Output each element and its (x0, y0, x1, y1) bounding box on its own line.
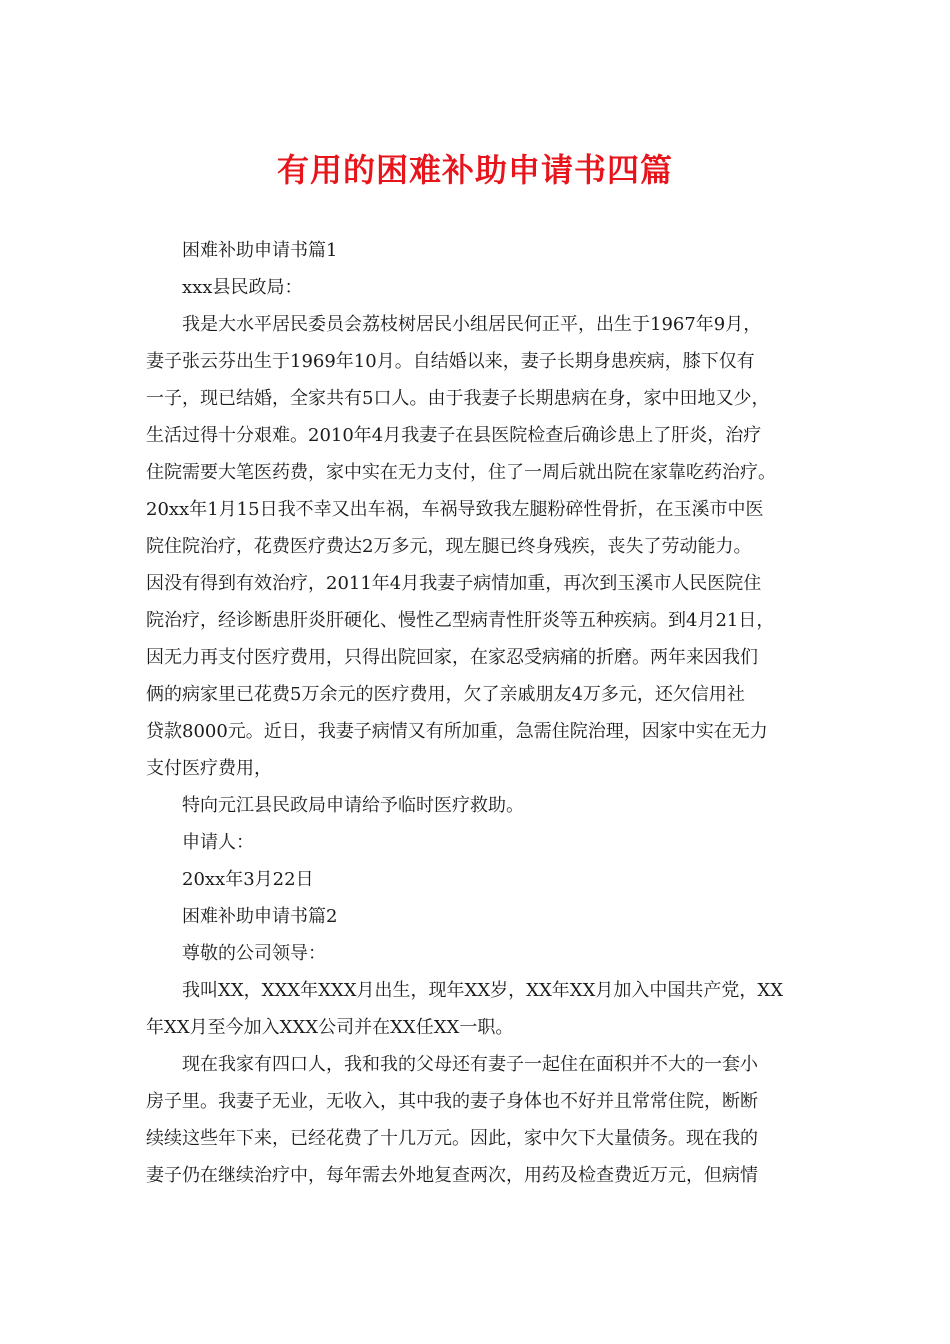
text-line: 支付医疗费用， (146, 758, 272, 779)
text-line: 房子里。我妻子无业，无收入，其中我的妻子身体也不好并且常常住院，断断 (146, 1091, 758, 1112)
text-line: 尊敬的公司领导： (182, 943, 326, 964)
text-line: 续续这些年下来，已经花费了十几万元。因此，家中欠下大量债务。现在我的 (146, 1128, 758, 1149)
text-line: 现在我家有四口人，我和我的父母还有妻子一起住在面积并不大的一套小 (182, 1054, 758, 1075)
text-line: 住院需要大笔医药费，家中实在无力支付，住了一周后就出院在家靠吃药治疗。 (146, 462, 776, 483)
text-line: 我叫XX，XXX年XXX月出生，现年XX岁，XX年XX月加入中国共产党，XX (182, 980, 784, 1001)
text-line: 困难补助申请书篇1 (182, 240, 338, 261)
text-line: 年XX月至今加入XXX公司并在XX任XX一职。 (146, 1017, 514, 1038)
paragraph (146, 232, 808, 269)
text-line: xxx县民政局： (182, 277, 303, 298)
paragraph (146, 935, 808, 972)
document-title: 有用的困难补助申请书四篇 (276, 151, 673, 189)
text-line: 妻子仍在继续治疗中，每年需去外地复查两次，用药及检查费近万元，但病情 (146, 1165, 758, 1186)
text-line: 我是大水平居民委员会荔枝树居民小组居民何正平，出生于1967年9月， (182, 314, 762, 335)
paragraph (146, 1046, 808, 1194)
paragraph (146, 269, 808, 306)
text-line: 特向元江县民政局申请给予临时医疗救助。 (182, 795, 524, 816)
document-body (146, 232, 808, 1194)
text-line: 院住院治疗，花费医疗费达2万多元，现左腿已终身残疾，丧失了劳动能力。 (146, 536, 752, 557)
paragraph (146, 861, 808, 898)
paragraph (146, 306, 808, 787)
text-line: 俩的病家里已花费5万余元的医疗费用，欠了亲戚朋友4万多元，还欠信用社 (146, 684, 745, 705)
text-line: 20xx年1月15日我不幸又出车祸，车祸导致我左腿粉碎性骨折，在玉溪市中医 (146, 499, 764, 520)
paragraph (146, 972, 808, 1046)
text-line: 生活过得十分艰难。2010年4月我妻子在县医院检查后确诊患上了肝炎，治疗 (146, 425, 762, 446)
text-line: 20xx年3月22日 (182, 869, 314, 890)
paragraph (146, 898, 808, 935)
paragraph (146, 787, 808, 824)
text-line: 困难补助申请书篇2 (182, 906, 338, 927)
paragraph (146, 824, 808, 861)
text-line: 申请人： (182, 832, 254, 853)
text-line: 因无力再支付医疗费用，只得出院回家，在家忍受病痛的折磨。两年来因我们 (146, 647, 758, 668)
text-line: 因没有得到有效治疗，2011年4月我妻子病情加重，再次到玉溪市人民医院住 (146, 573, 762, 594)
text-line: 院治疗，经诊断患肝炎肝硬化、慢性乙型病青性肝炎等五种疾病。到4月21日， (146, 610, 775, 631)
text-line: 妻子张云芬出生于1969年10月。自结婚以来，妻子长期身患疾病，膝下仅有 (146, 351, 755, 372)
text-line: 一子，现已结婚，全家共有5口人。由于我妻子长期患病在身，家中田地又少， (146, 388, 770, 409)
text-line: 贷款8000元。近日，我妻子病情又有所加重，急需住院治理，因家中实在无力 (146, 721, 768, 742)
